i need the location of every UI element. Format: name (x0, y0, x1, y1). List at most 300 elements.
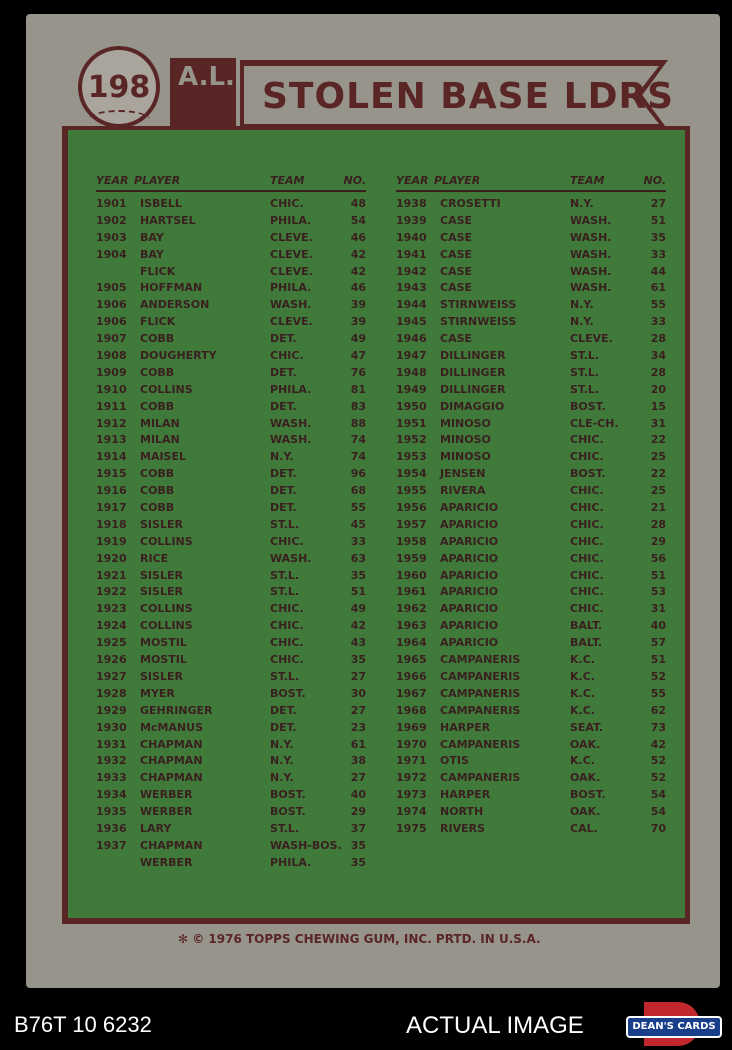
row-year: 1946 (396, 332, 427, 346)
table-row (96, 737, 366, 754)
table-row (96, 399, 366, 416)
row-player: CASE (440, 264, 473, 278)
row-no: 39 (350, 315, 366, 329)
row-no: 43 (350, 636, 366, 650)
row-player: CROSETTI (440, 197, 501, 210)
row-player: APARICIO (440, 534, 499, 548)
table-row (96, 787, 366, 804)
row-year: 1906 (96, 315, 127, 329)
row-no: 27 (350, 771, 366, 785)
row-no: 25 (650, 484, 666, 498)
table-row (96, 517, 366, 534)
table-row (396, 500, 666, 517)
row-team: BOST. (270, 805, 306, 819)
row-no: 33 (350, 534, 366, 548)
row-team: N.Y. (270, 771, 294, 785)
table-row (96, 804, 366, 821)
row-team: CHIC. (270, 636, 304, 650)
row-team: ST.L. (270, 669, 300, 683)
row-year: 1911 (96, 399, 127, 413)
table-row (396, 584, 666, 601)
row-year: 1906 (96, 298, 127, 312)
table-row (396, 618, 666, 635)
row-year: 1975 (396, 821, 427, 835)
row-player: MILAN (140, 416, 180, 430)
row-player: OTIS (440, 754, 469, 768)
row-team: ST.L. (270, 585, 300, 599)
row-no: 76 (350, 365, 366, 379)
table-row (96, 669, 366, 686)
table-row (96, 432, 366, 449)
row-year: 1963 (396, 619, 427, 633)
row-player: CAMPANERIS (440, 686, 521, 700)
row-year: 1969 (396, 720, 427, 734)
copyright-footer: ✻ © 1976 TOPPS CHEWING GUM, INC. PRTD. IN U.S.A. (178, 932, 541, 946)
row-no: 35 (350, 568, 366, 582)
table-row (96, 652, 366, 669)
row-player: HARPER (440, 720, 491, 734)
table-row (396, 449, 666, 466)
table-row (96, 551, 366, 568)
table-row (396, 230, 666, 247)
row-player: MAISEL (140, 450, 186, 464)
row-no: 61 (650, 281, 666, 295)
table-row (396, 821, 666, 838)
row-team: BALT. (570, 619, 603, 633)
row-team: ST.L. (270, 821, 300, 835)
row-year: 1962 (396, 602, 427, 616)
row-player: MINOSO (440, 416, 491, 430)
row-team: DET. (270, 365, 297, 379)
header-year: YEAR (396, 174, 429, 187)
row-player: GEHRINGER (140, 703, 213, 717)
row-year: 1959 (396, 551, 427, 565)
row-team: DET. (270, 720, 297, 734)
row-team: CHIC. (270, 197, 304, 210)
row-year: 1958 (396, 534, 427, 548)
row-no: 39 (350, 298, 366, 312)
row-year: 1949 (396, 382, 427, 396)
table-row (96, 770, 366, 787)
table-row (96, 466, 366, 483)
row-no: 49 (350, 332, 366, 346)
row-player: SISLER (140, 669, 183, 683)
table-row (396, 737, 666, 754)
row-no: 23 (350, 720, 366, 734)
row-player: CASE (440, 281, 473, 295)
row-no: 33 (650, 247, 666, 261)
row-no: 68 (350, 484, 366, 498)
row-year: 1936 (96, 821, 127, 835)
column-header (96, 172, 366, 192)
row-no: 44 (650, 264, 666, 278)
row-year: 1914 (96, 450, 127, 464)
table-row (396, 787, 666, 804)
row-player: DOUGHERTY (140, 349, 217, 363)
row-year: 1928 (96, 686, 127, 700)
table-row (96, 230, 366, 247)
table-row (96, 365, 366, 382)
row-team: CHIC. (270, 349, 304, 363)
row-player: HARTSEL (140, 213, 196, 227)
row-player: WERBER (140, 788, 193, 802)
row-player: RICE (140, 551, 169, 565)
row-team: BOST. (570, 399, 606, 413)
row-no: 54 (350, 213, 366, 227)
row-year: 1929 (96, 703, 127, 717)
row-team: CHIC. (570, 517, 604, 531)
row-no: 56 (650, 551, 666, 565)
table-row (96, 297, 366, 314)
table-row (396, 635, 666, 652)
table-row (96, 703, 366, 720)
row-no: 52 (650, 771, 666, 785)
row-no: 35 (350, 653, 366, 667)
row-team: WASH. (570, 247, 612, 261)
table-row (96, 821, 366, 838)
row-year: 1942 (396, 264, 427, 278)
row-team: ST.L. (570, 382, 600, 396)
row-player: CAMPANERIS (440, 771, 521, 785)
row-no: 81 (350, 382, 366, 396)
row-player: DIMAGGIO (440, 399, 505, 413)
row-team: CHIC. (270, 602, 304, 616)
row-no: 49 (350, 602, 366, 616)
row-year: 1909 (96, 365, 127, 379)
row-no: 96 (350, 467, 366, 481)
row-player: NORTH (440, 805, 484, 819)
deans-cards-logo: DEAN'S CARDS (626, 1016, 722, 1038)
row-no: 42 (350, 264, 366, 278)
row-no: 48 (350, 197, 366, 210)
row-team: DET. (270, 399, 297, 413)
row-team: N.Y. (270, 754, 294, 768)
row-year: 1923 (96, 602, 127, 616)
row-no: 70 (650, 821, 666, 835)
row-year: 1948 (396, 365, 427, 379)
table-row (396, 399, 666, 416)
row-no: 51 (650, 653, 666, 667)
row-year: 1966 (396, 669, 427, 683)
row-player: MYER (140, 686, 175, 700)
row-player: COBB (140, 467, 175, 481)
column-header (396, 172, 666, 192)
row-player: APARICIO (440, 517, 499, 531)
row-year: 1902 (96, 213, 127, 227)
row-team: CHIC. (570, 484, 604, 498)
row-team: CLE-CH. (570, 416, 619, 430)
row-no: 40 (650, 619, 666, 633)
row-player: MINOSO (440, 433, 491, 447)
row-team: CHIC. (570, 450, 604, 464)
inventory-code: B76T 10 6232 (14, 1012, 152, 1037)
row-player: COLLINS (140, 382, 193, 396)
row-player: CAMPANERIS (440, 669, 521, 683)
row-no: 29 (350, 805, 366, 819)
table-row (96, 331, 366, 348)
row-year: 1974 (396, 805, 427, 819)
row-player: ANDERSON (140, 298, 210, 312)
row-no: 51 (650, 568, 666, 582)
row-team: BOST. (270, 686, 306, 700)
row-no: 28 (650, 332, 666, 346)
row-team: CLEVE. (270, 315, 313, 329)
table-row (96, 382, 366, 399)
row-no: 40 (350, 788, 366, 802)
row-no: 47 (350, 349, 366, 363)
row-team: N.Y. (270, 737, 294, 751)
row-year: 1917 (96, 501, 127, 515)
row-year: 1947 (396, 349, 427, 363)
row-team: CHIC. (270, 534, 304, 548)
row-no: 52 (650, 669, 666, 683)
row-no: 33 (650, 315, 666, 329)
row-team: ST.L. (570, 349, 600, 363)
row-team: OAK. (570, 737, 601, 751)
header-no: NO. (343, 174, 366, 187)
row-team: DET. (270, 484, 297, 498)
row-no: 61 (350, 737, 366, 751)
row-player: CASE (440, 213, 473, 227)
row-team: PHILA. (270, 213, 312, 227)
row-year: 1932 (96, 754, 127, 768)
header-team: TEAM (270, 174, 305, 187)
table-row (396, 770, 666, 787)
table-row (96, 855, 366, 872)
row-player: CASE (440, 332, 473, 346)
left-leader-column (96, 172, 366, 872)
header-no: NO. (643, 174, 666, 187)
table-row (396, 466, 666, 483)
row-no: 42 (350, 619, 366, 633)
row-year: 1905 (96, 281, 127, 295)
row-player: JENSEN (440, 467, 486, 481)
row-no: 88 (350, 416, 366, 430)
row-team: CHIC. (570, 551, 604, 565)
row-year: 1930 (96, 720, 127, 734)
row-no: 22 (650, 467, 666, 481)
row-no: 74 (350, 450, 366, 464)
header-team: TEAM (570, 174, 605, 187)
table-row (396, 652, 666, 669)
row-player: CASE (440, 247, 473, 261)
row-player: CHAPMAN (140, 754, 203, 768)
row-player: MINOSO (440, 450, 491, 464)
row-year: 1944 (396, 298, 427, 312)
row-team: K.C. (570, 703, 595, 717)
table-row (96, 483, 366, 500)
row-year: 1918 (96, 517, 127, 531)
table-row (396, 314, 666, 331)
table-row (396, 365, 666, 382)
table-row (96, 686, 366, 703)
table-row (96, 314, 366, 331)
row-year: 1968 (396, 703, 427, 717)
row-team: ST.L. (270, 517, 300, 531)
row-no: 55 (650, 298, 666, 312)
row-player: COBB (140, 332, 175, 346)
row-no: 15 (650, 399, 666, 413)
row-year: 1926 (96, 653, 127, 667)
row-player: COBB (140, 365, 175, 379)
table-row (96, 280, 366, 297)
table-row (396, 551, 666, 568)
row-player: CASE (440, 230, 473, 244)
row-player: COLLINS (140, 534, 193, 548)
row-player: APARICIO (440, 636, 499, 650)
row-player: APARICIO (440, 568, 499, 582)
row-team: K.C. (570, 653, 595, 667)
row-player: MOSTIL (140, 653, 187, 667)
row-year: 1954 (396, 467, 427, 481)
row-year: 1901 (96, 197, 127, 210)
table-row (96, 416, 366, 433)
row-no: 27 (350, 669, 366, 683)
row-no: 55 (350, 501, 366, 515)
row-no: 55 (650, 686, 666, 700)
row-team: WASH. (570, 264, 612, 278)
row-year: 1951 (396, 416, 427, 430)
row-player: CAMPANERIS (440, 737, 521, 751)
row-player: BAY (140, 230, 164, 244)
row-player: MILAN (140, 433, 180, 447)
row-team: CHIC. (270, 619, 304, 633)
row-player: HARPER (440, 788, 491, 802)
row-player: WERBER (140, 855, 193, 869)
row-year: 1939 (396, 213, 427, 227)
row-team: WASH. (570, 281, 612, 295)
table-row (396, 382, 666, 399)
row-team: DET. (270, 467, 297, 481)
row-no: 42 (350, 247, 366, 261)
row-no: 74 (350, 433, 366, 447)
table-row (396, 331, 666, 348)
row-no: 57 (650, 636, 666, 650)
row-team: PHILA. (270, 382, 312, 396)
row-no: 27 (650, 197, 666, 210)
row-player: SISLER (140, 585, 183, 599)
row-year: 1913 (96, 433, 127, 447)
row-team: BOST. (270, 788, 306, 802)
row-no: 51 (350, 585, 366, 599)
row-team: SEAT. (570, 720, 604, 734)
row-team: ST.L. (270, 568, 300, 582)
row-team: K.C. (570, 754, 595, 768)
table-row (96, 753, 366, 770)
header-player: PLAYER (434, 174, 481, 187)
table-row (396, 280, 666, 297)
row-team: N.Y. (570, 315, 594, 329)
table-row (396, 804, 666, 821)
row-team: CAL. (570, 821, 598, 835)
row-no: 21 (650, 501, 666, 515)
row-team: CLEVE. (570, 332, 613, 346)
row-year: 1957 (396, 517, 427, 531)
row-year: 1967 (396, 686, 427, 700)
row-team: WASH. (270, 298, 312, 312)
table-row (396, 753, 666, 770)
row-player: COBB (140, 501, 175, 515)
row-player: HOFFMAN (140, 281, 203, 295)
table-row (396, 601, 666, 618)
row-no: 54 (650, 805, 666, 819)
row-player: DILLINGER (440, 349, 506, 363)
row-no: 45 (350, 517, 366, 531)
row-no: 31 (650, 602, 666, 616)
row-no: 54 (650, 788, 666, 802)
row-year: 1943 (396, 281, 427, 295)
row-no: 35 (650, 230, 666, 244)
table-row (396, 517, 666, 534)
row-year: 1956 (396, 501, 427, 515)
row-year: 1952 (396, 433, 427, 447)
row-no: 22 (650, 433, 666, 447)
row-player: CAMPANERIS (440, 703, 521, 717)
row-year: 1924 (96, 619, 127, 633)
row-team: WASH. (270, 416, 312, 430)
row-year: 1919 (96, 534, 127, 548)
row-no: 53 (650, 585, 666, 599)
row-player: FLICK (140, 264, 176, 278)
row-year: 1916 (96, 484, 127, 498)
row-no: 20 (650, 382, 666, 396)
row-player: APARICIO (440, 602, 499, 616)
row-team: DET. (270, 332, 297, 346)
row-team: CHIC. (570, 501, 604, 515)
row-team: DET. (270, 703, 297, 717)
table-row (96, 348, 366, 365)
table-row (96, 449, 366, 466)
row-player: ISBELL (140, 197, 182, 210)
row-no: 25 (650, 450, 666, 464)
table-row (96, 601, 366, 618)
row-player: APARICIO (440, 619, 499, 633)
row-no: 62 (650, 703, 666, 717)
league-label: A.L. (178, 62, 235, 92)
row-team: CHIC. (570, 585, 604, 599)
row-year: 1938 (396, 197, 427, 210)
row-team: OAK. (570, 771, 601, 785)
row-year: 1922 (96, 585, 127, 599)
row-year: 1925 (96, 636, 127, 650)
row-team: CLEVE. (270, 264, 313, 278)
row-team: DET. (270, 501, 297, 515)
row-year: 1903 (96, 230, 127, 244)
table-row (396, 297, 666, 314)
row-player: McMANUS (140, 720, 203, 734)
row-team: N.Y. (570, 298, 594, 312)
row-team: CHIC. (570, 433, 604, 447)
row-team: CHIC. (270, 653, 304, 667)
table-row (396, 568, 666, 585)
row-year: 1920 (96, 551, 127, 565)
row-year: 1965 (396, 653, 427, 667)
row-player: COLLINS (140, 619, 193, 633)
row-no: 29 (650, 534, 666, 548)
header-player: PLAYER (134, 174, 181, 187)
table-row (396, 432, 666, 449)
card-title: STOLEN BASE LDRS (262, 76, 675, 117)
table-row (396, 669, 666, 686)
header-year: YEAR (96, 174, 129, 187)
row-player: BAY (140, 247, 164, 261)
table-row (96, 720, 366, 737)
row-year: 1964 (396, 636, 427, 650)
row-team: BALT. (570, 636, 603, 650)
row-team: WASH-BOS. (270, 838, 342, 852)
row-no: 42 (650, 737, 666, 751)
table-row (96, 500, 366, 517)
